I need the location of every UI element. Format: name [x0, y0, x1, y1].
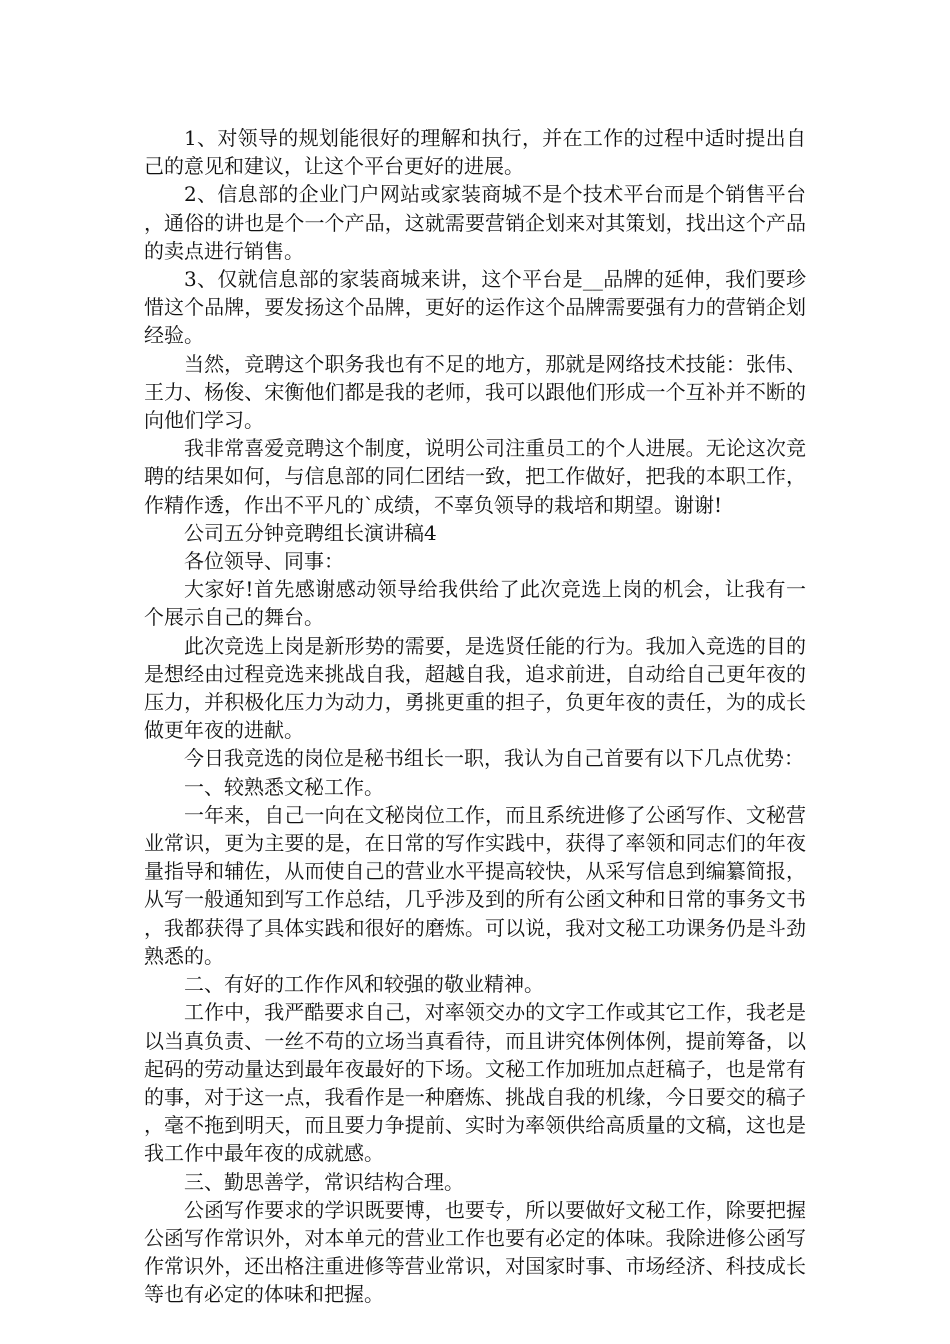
- paragraph-3: 3、仅就信息部的家装商城来讲，这个平台是__品牌的延伸，我们要珍惜这个品牌，要发扬这个品牌，更好的运作这个品牌需要强有力的营销企划经验。: [144, 267, 806, 348]
- paragraph-2: 2、信息部的企业门户网站或家装商城不是个技术平台而是个销售平台，通俗的讲也是个一个产品，这就需要营销企划来对其策划，找出这个产品的卖点进行销售。: [144, 182, 806, 263]
- salutation: 各位领导、同事：: [184, 549, 344, 574]
- paragraph-4: 当然，竞聘这个职务我也有不足的地方，那就是网络技术技能：张伟、王力、杨俊、宋衡他们都是我的老师，我可以跟他们形成一个互补并不断的向他们学习。: [144, 351, 806, 433]
- section-title: 公司五分钟竞聘组长演讲稿4: [184, 520, 437, 545]
- heading-point-1: 一、较熟悉文秘工作。: [184, 774, 384, 799]
- document-body: [144, 124, 806, 1309]
- paragraph-point-1: 一年来，自己一向在文秘岗位工作，而且系统进修了公函写作、文秘营业常识，更为主要的是，在日常的写作实践中，获得了率领和同志们的年夜量指导和辅佐，从而使自己的营业水平提高较快，从采写信息到编纂简报，从写一般通知到写工作总结，几乎涉及到的所有公函文种和日常的事务文书，我都获得了具体实践和很好的磨炼。可以说，我对文秘工功课务仍是斗劲熟悉的。: [144, 802, 806, 968]
- paragraph-1: 1、对领导的规划能很好的理解和执行，并在工作的过程中适时提出自己的意见和建议，让这个平台更好的进展。: [144, 126, 806, 179]
- heading-point-3: 三、勤思善学，常识结构合理。: [184, 1169, 464, 1194]
- paragraph-point-2: 工作中，我严酷要求自己，对率领交办的文字工作或其它工作，我老是以当真负责、一丝不苟的立场当真看待，而且讲究体例体例，提前筹备，以起码的劳动量达到最年夜最好的下场。文秘工作加班加点赶稿子，也是常有的事，对于这一点，我看作是一种磨炼、挑战自我的机缘，今日要交的稿子，毫不拖到明天，而且要力争提前、实时为率领供给高质量的文稿，这也是我工作中最年夜的成就感。: [144, 1000, 806, 1166]
- paragraph-greeting: 大家好!首先感谢感动领导给我供给了此次竞选上岗的机会，让我有一个展示自己的舞台。: [144, 577, 806, 630]
- paragraph-position: 今日我竞选的岗位是秘书组长一职，我认为自己首要有以下几点优势：: [184, 746, 804, 771]
- paragraph-5: 我非常喜爱竞聘这个制度，说明公司注重员工的个人进展。无论这次竞聘的结果如何，与信息部的同仁团结一致，把工作做好，把我的本职工作，作精作透，作出不平凡的`成绩，不辜负领导的栽培和期望。谢谢!: [144, 436, 806, 517]
- paragraph-point-3: 公函写作要求的学识既要博，也要专，所以要做好文秘工作，除要把握公函写作常识外，对本单元的营业工作也要有必定的体味。我除进修公函写作常识外，还出格注重进修等营业常识，对国家时事、市场经济、科技成长等也有必定的体味和把握。: [144, 1197, 806, 1307]
- paragraph-purpose: 此次竞选上岗是新形势的需要，是选贤任能的行为。我加入竞选的目的是想经由过程竞选来挑战自我，超越自我，追求前进，自动给自己更年夜的压力，并积极化压力为动力，勇挑更重的担子，负更年夜的责任，为的成长做更年夜的进献。: [144, 633, 806, 743]
- heading-point-2: 二、有好的工作作风和较强的敬业精神。: [184, 972, 544, 997]
